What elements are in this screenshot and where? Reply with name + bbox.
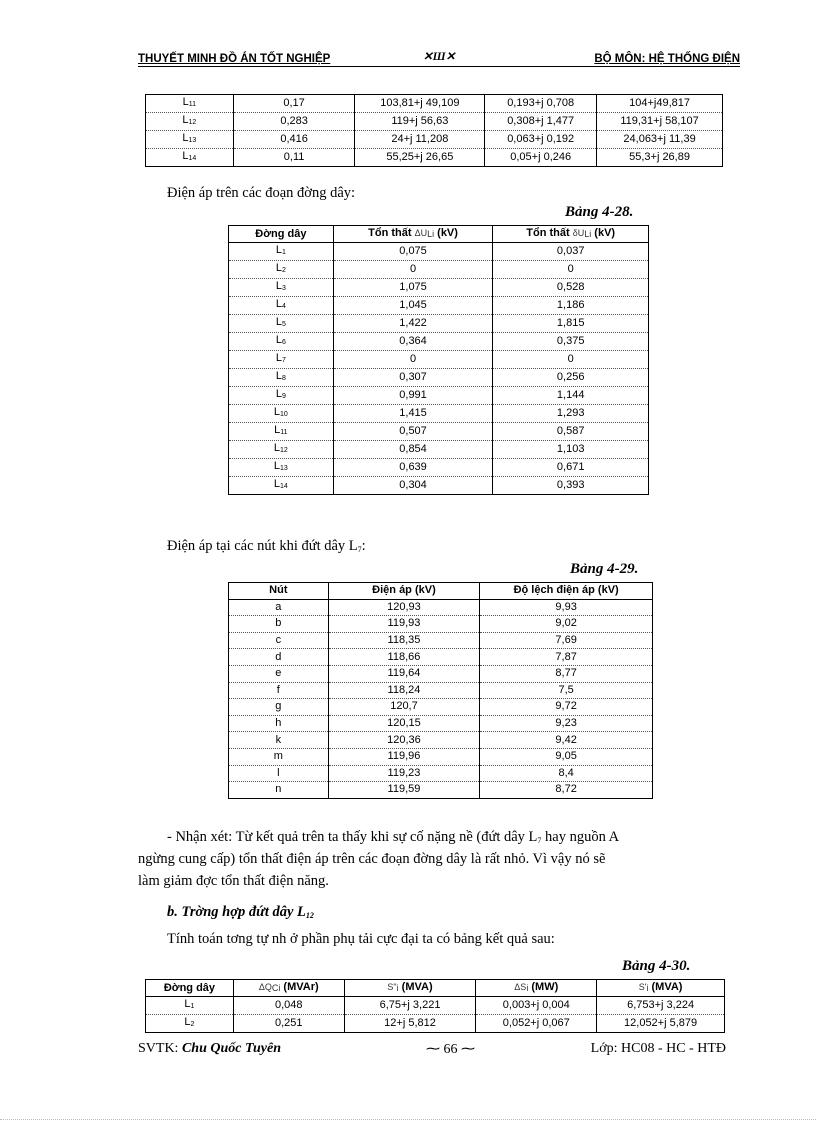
t29-header-node: Nút	[229, 583, 329, 600]
delta-u-cell: 1,422	[333, 315, 493, 333]
line-name-cell: L8	[229, 369, 334, 387]
bottom-divider	[0, 1119, 816, 1120]
node-cell: m	[229, 748, 329, 765]
table-row	[229, 599, 653, 616]
delta-u-cell: 1,075	[333, 279, 493, 297]
line-name-cell: L1	[229, 243, 334, 261]
voltage-cell: 118,35	[328, 632, 480, 649]
t29-header-voltage: Điện áp (kV)	[328, 583, 480, 600]
node-cell: g	[229, 699, 329, 716]
page-header	[138, 48, 740, 67]
t28-header-line: Đờng dây	[229, 226, 334, 243]
delta-small-u-cell: 0,528	[493, 279, 649, 297]
table-row	[229, 405, 649, 423]
deviation-cell: 9,23	[480, 715, 653, 732]
table-28-caption: Bảng 4-28.	[565, 204, 634, 220]
deviation-cell: 8,4	[480, 765, 653, 782]
table-row	[229, 351, 649, 369]
deviation-cell: 7,5	[480, 682, 653, 699]
line-name-cell: L1	[146, 997, 234, 1015]
delta-small-u-cell: 1,144	[493, 387, 649, 405]
table-row	[229, 243, 649, 261]
delta-small-u-cell: 1,293	[493, 405, 649, 423]
voltage-cell: 120,15	[328, 715, 480, 732]
footer-class: Lớp: HC08 - HC - HTĐ	[590, 1041, 726, 1056]
delta-u-cell: 0,307	[333, 369, 493, 387]
deviation-cell: 9,93	[480, 599, 653, 616]
table-row	[146, 113, 723, 131]
delta-small-u-cell: 1,815	[493, 315, 649, 333]
delta-u-cell: 0	[333, 351, 493, 369]
deviation-cell: 7,69	[480, 632, 653, 649]
table-row	[229, 315, 649, 333]
remark-line-2: ngừng cung cấp) tổn thất điện áp trên các đoạn đờng dây là rất nhỏ. Vì vậy nó sẽ	[138, 851, 606, 867]
delta-small-u-cell: 0	[493, 261, 649, 279]
paragraph-node-voltage: Điện áp tại các nút khi đứt dây L7:	[167, 538, 366, 554]
table-row	[229, 279, 649, 297]
line-name-cell: L12	[146, 113, 234, 131]
delta-u-cell: 0,304	[333, 477, 493, 495]
delta-small-u-cell: 0	[493, 351, 649, 369]
node-cell: c	[229, 632, 329, 649]
table-cell: 0,308+j 1,477	[485, 113, 597, 131]
delta-small-u-cell: 0,671	[493, 459, 649, 477]
page-footer	[138, 1041, 726, 1061]
table-row	[229, 261, 649, 279]
table-row	[229, 369, 649, 387]
delta-small-u-cell: 0,256	[493, 369, 649, 387]
delta-u-cell: 1,045	[333, 297, 493, 315]
t28-header-delta-small-u: Tổn thất δULi (kV)	[493, 226, 649, 243]
table-cell: 0,11	[233, 149, 355, 167]
node-cell: k	[229, 732, 329, 749]
line-name-cell: L2	[146, 1015, 234, 1033]
table-row	[229, 632, 653, 649]
voltage-cell: 119,59	[328, 782, 480, 799]
table-cell: 103,81+j 49,109	[355, 95, 485, 113]
table-row	[229, 782, 653, 799]
node-cell: h	[229, 715, 329, 732]
delta-u-cell: 0,991	[333, 387, 493, 405]
delta-u-cell: 0,854	[333, 441, 493, 459]
delta-u-cell: 0,507	[333, 423, 493, 441]
voltage-cell: 119,64	[328, 665, 480, 682]
table-row	[229, 459, 649, 477]
table-cell: 0,003+j 0,004	[476, 997, 597, 1015]
table-cell: 55,3+j 26,89	[597, 149, 723, 167]
table-cell: 0,416	[233, 131, 355, 149]
node-cell: b	[229, 616, 329, 633]
table-row	[229, 682, 653, 699]
node-cell: n	[229, 782, 329, 799]
table-row	[229, 748, 653, 765]
table-30-caption: Bảng 4-30.	[622, 958, 691, 974]
node-cell: a	[229, 599, 329, 616]
deviation-cell: 9,02	[480, 616, 653, 633]
table-cell: 0,063+j 0,192	[485, 131, 597, 149]
line-name-cell: L12	[229, 441, 334, 459]
table-cell: 0,193+j 0,708	[485, 95, 597, 113]
voltage-cell: 120,93	[328, 599, 480, 616]
header-ornament: ✕Ш✕	[423, 51, 456, 63]
delta-small-u-cell: 1,186	[493, 297, 649, 315]
table-cell: 6,753+j 3,224	[597, 997, 725, 1015]
table-cell: 119,31+j 58,107	[597, 113, 723, 131]
table-cell: 0,052+j 0,067	[476, 1015, 597, 1033]
t30-header-delta-s: ΔSi (MW)	[476, 980, 597, 997]
line-name-cell: L10	[229, 405, 334, 423]
node-cell: e	[229, 665, 329, 682]
table-cell: 12,052+j 5,879	[597, 1015, 725, 1033]
table-row	[229, 715, 653, 732]
delta-u-cell: 0,364	[333, 333, 493, 351]
footer-student: SVTK: Chu Quốc Tuyên	[138, 1041, 282, 1056]
line-name-cell: L5	[229, 315, 334, 333]
line-name-cell: L4	[229, 297, 334, 315]
table-row	[229, 423, 649, 441]
delta-u-cell: 1,415	[333, 405, 493, 423]
delta-u-cell: 0,075	[333, 243, 493, 261]
voltage-cell: 119,93	[328, 616, 480, 633]
line-name-cell: L13	[146, 131, 234, 149]
paragraph-calculation: Tính toán tơng tự nh ở phần phụ tải cực đại ta có bảng kết quả sau:	[167, 931, 555, 947]
line-name-cell: L2	[229, 261, 334, 279]
table-cell: 24,063+j 11,39	[597, 131, 723, 149]
table-cell: 0,048	[233, 997, 344, 1015]
delta-u-cell: 0,639	[333, 459, 493, 477]
table-row	[229, 616, 653, 633]
table-row	[229, 333, 649, 351]
table-row	[146, 149, 723, 167]
node-cell: l	[229, 765, 329, 782]
delta-small-u-cell: 0,587	[493, 423, 649, 441]
table-cell: 104+j49,817	[597, 95, 723, 113]
table-cell: 24+j 11,208	[355, 131, 485, 149]
header-left-title: THUYẾT MINH ĐỒ ÁN TỐT NGHIỆP	[138, 53, 331, 65]
deviation-cell: 9,05	[480, 748, 653, 765]
table-row	[229, 699, 653, 716]
deviation-cell: 8,72	[480, 782, 653, 799]
delta-small-u-cell: 0,393	[493, 477, 649, 495]
delta-small-u-cell: 0,375	[493, 333, 649, 351]
table-cell: 6,75+j 3,221	[344, 997, 476, 1015]
t29-header-deviation: Độ lệch điện áp (kV)	[480, 583, 653, 600]
line-name-cell: L11	[229, 423, 334, 441]
line-name-cell: L14	[229, 477, 334, 495]
line-name-cell: L14	[146, 149, 234, 167]
table-row	[229, 732, 653, 749]
table-30	[145, 979, 725, 1033]
node-cell: d	[229, 649, 329, 666]
line-name-cell: L7	[229, 351, 334, 369]
table-row	[229, 297, 649, 315]
voltage-cell: 118,24	[328, 682, 480, 699]
node-cell: f	[229, 682, 329, 699]
delta-u-cell: 0	[333, 261, 493, 279]
table-continuation	[145, 94, 723, 167]
table-row	[146, 997, 725, 1015]
section-b-heading: b. Trờng hợp đứt dây L12	[167, 904, 314, 920]
table-29	[228, 582, 653, 799]
t30-header-line: Đờng dây	[146, 980, 234, 997]
deviation-cell: 9,72	[480, 699, 653, 716]
table-row	[229, 477, 649, 495]
remark-line-3: làm giảm đợc tổn thất điện năng.	[138, 873, 329, 889]
line-name-cell: L9	[229, 387, 334, 405]
footer-page-number: ⁓ 66 ⁓	[426, 1042, 475, 1057]
line-name-cell: L3	[229, 279, 334, 297]
line-name-cell: L13	[229, 459, 334, 477]
table-row	[229, 765, 653, 782]
table-row	[229, 441, 649, 459]
table-row	[229, 665, 653, 682]
table-row	[146, 131, 723, 149]
table-cell: 55,25+j 26,65	[355, 149, 485, 167]
table-row	[229, 649, 653, 666]
deviation-cell: 7,87	[480, 649, 653, 666]
table-row	[146, 95, 723, 113]
table-cell: 119+j 56,63	[355, 113, 485, 131]
table-cell: 0,251	[233, 1015, 344, 1033]
voltage-cell: 118,66	[328, 649, 480, 666]
t30-header-s-double: S"i (MVA)	[344, 980, 476, 997]
voltage-cell: 120,36	[328, 732, 480, 749]
remark-line-1: - Nhận xét: Từ kết quả trên ta thấy khi sự cố nặng nề (đứt dây L7 hay nguồn A	[167, 829, 620, 845]
table-cell: 0,283	[233, 113, 355, 131]
table-28	[228, 225, 649, 495]
t30-header-delta-q: ΔQCi (MVAr)	[233, 980, 344, 997]
header-right-title: BỘ MÔN: HỆ THỐNG ĐIỆN	[594, 53, 740, 65]
table-cell: 0,05+j 0,246	[485, 149, 597, 167]
voltage-cell: 120,7	[328, 699, 480, 716]
deviation-cell: 9,42	[480, 732, 653, 749]
voltage-cell: 119,23	[328, 765, 480, 782]
table-row	[229, 387, 649, 405]
line-name-cell: L11	[146, 95, 234, 113]
voltage-cell: 119,96	[328, 748, 480, 765]
table-29-caption: Bảng 4-29.	[570, 561, 639, 577]
delta-small-u-cell: 0,037	[493, 243, 649, 261]
deviation-cell: 8,77	[480, 665, 653, 682]
delta-small-u-cell: 1,103	[493, 441, 649, 459]
table-cell: 12+j 5,812	[344, 1015, 476, 1033]
table-row	[146, 1015, 725, 1033]
paragraph-voltage-on-lines: Điện áp trên các đoạn đờng dây:	[167, 185, 356, 201]
table-cell: 0,17	[233, 95, 355, 113]
line-name-cell: L6	[229, 333, 334, 351]
t30-header-s-prime: S'i (MVA)	[597, 980, 725, 997]
t28-header-delta-u: Tổn thất ΔULi (kV)	[333, 226, 493, 243]
